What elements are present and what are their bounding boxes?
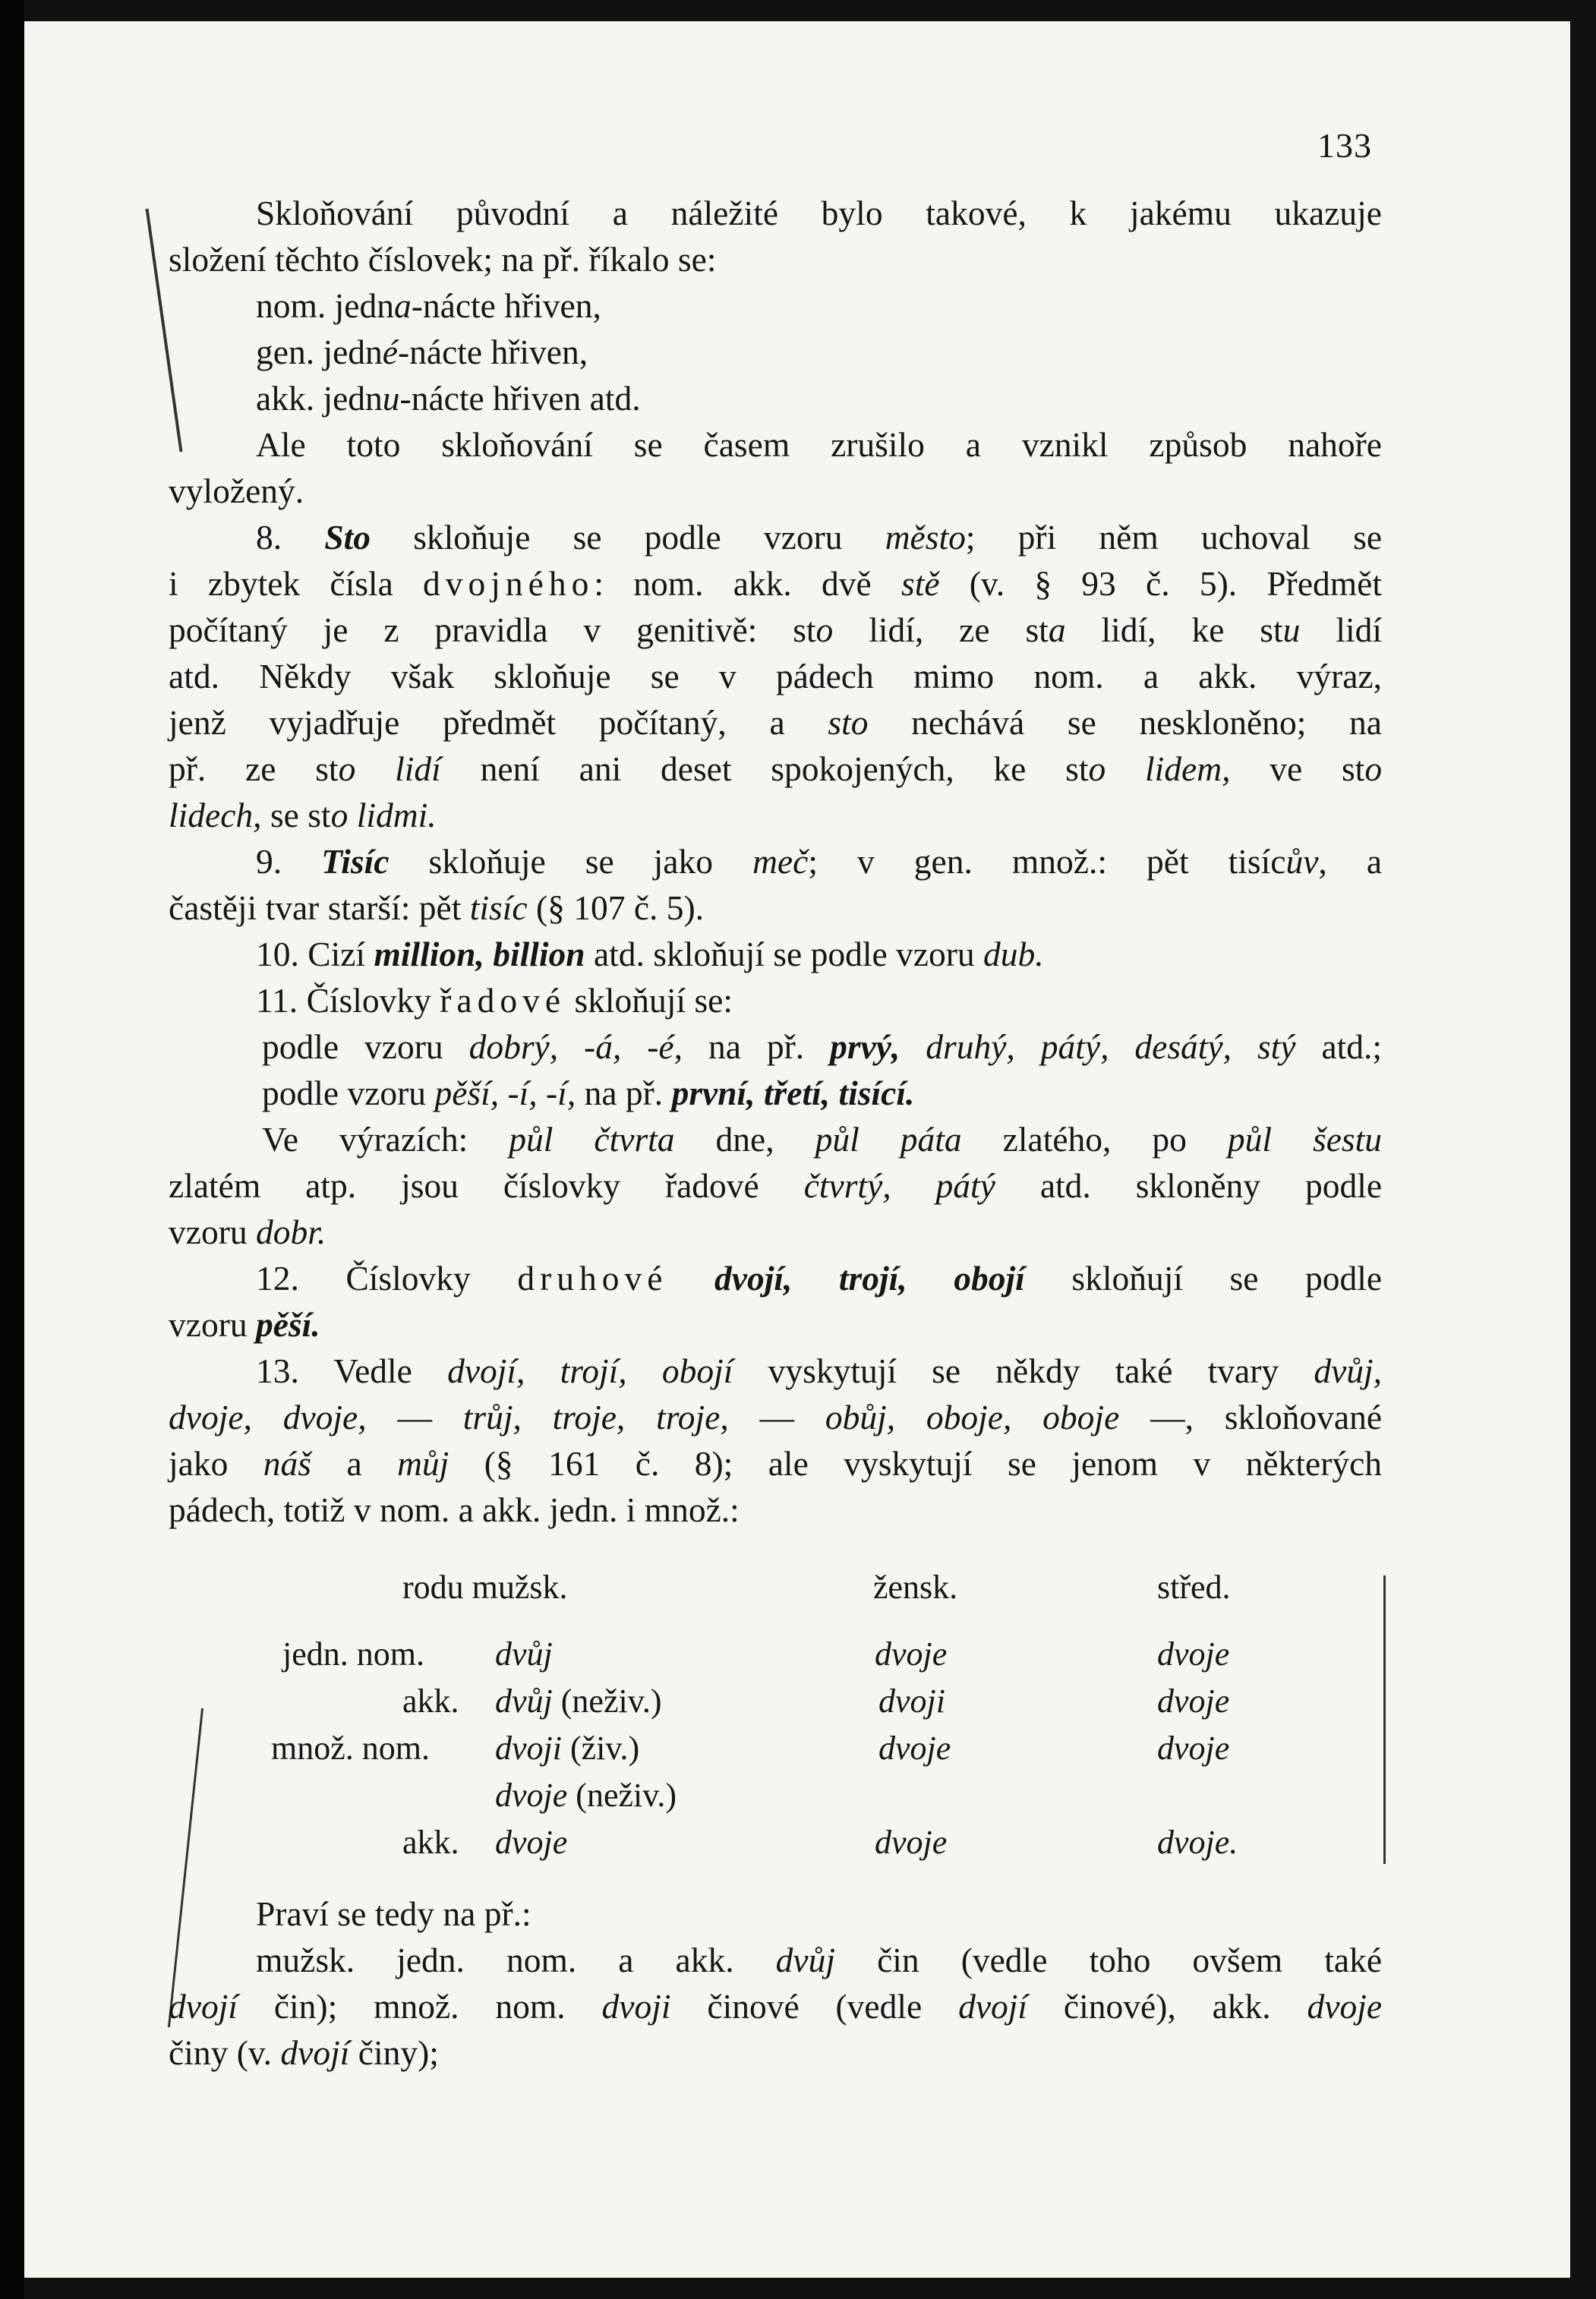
table-cell-m: dvůj xyxy=(495,1635,553,1673)
section-12-line: 12. Číslovky druhové dvojí, trojí, obojí skloňují se podle xyxy=(256,1259,1383,1298)
section-8-line: atd. Někdy však skloňuje se v pádech mimo nom. a akk. výraz, xyxy=(169,657,1382,695)
table-header: střed. xyxy=(1157,1569,1231,1606)
section-11-line: podle vzoru dobrý, -á, -é, na př. prvý, druhý, pátý, desátý, stý atd.; xyxy=(262,1027,1383,1066)
table-row-label: množ. nom. xyxy=(271,1730,430,1767)
section-8-line: jenž vyjadřuje předmět počítaný, a sto nechává se neskloněno; na xyxy=(169,703,1382,742)
section-13-line: jako náš a můj (§ 161 č. 8); ale vyskytují se jenom v některých xyxy=(169,1444,1383,1483)
table-cell-n: dvoje xyxy=(1157,1635,1230,1673)
table-cell-n: dvoje xyxy=(1157,1682,1230,1720)
table-cell-m: dvoji (živ.) xyxy=(495,1730,640,1767)
scan-dark-edge xyxy=(0,0,24,2299)
table-cell-n: dvoje xyxy=(1157,1730,1230,1767)
section-8-line: 8. Sto skloňuje se podle vzoru město; při něm uchoval se xyxy=(256,518,1383,557)
section-8-line: počítaný je z pravidla v genitivě: sto lidí, ze sta lidí, ke stu lidí xyxy=(169,610,1382,649)
section-11-line: podle vzoru pěší, -í, -í, na př. první, třetí, tisící. xyxy=(262,1074,915,1112)
table-cell-f: dvoje xyxy=(875,1824,948,1861)
page-number: 133 xyxy=(1317,126,1372,165)
table-cell-m: dvoje (neživ.) xyxy=(495,1777,677,1814)
example-line: dvojí čin); množ. nom. dvoji činové (vedle dvojí činové), akk. dvoje xyxy=(169,1987,1383,2026)
section-10-line: 10. Cizí million, billion atd. skloňují se podle vzoru dub. xyxy=(256,935,1044,973)
section-13-line: pádech, totiž v nom. a akk. jedn. i množ.: xyxy=(169,1490,740,1529)
paragraph-line: vyložený. xyxy=(169,471,304,510)
section-11-line: vzoru dobr. xyxy=(169,1213,326,1251)
example-nom: nom. jedna-nácte hřiven, xyxy=(256,286,601,325)
paragraph-line: Skloňování původní a náležité bylo takové, k jakému ukazuje xyxy=(256,194,1382,232)
table-row-label: akk. xyxy=(402,1682,459,1720)
table-cell-f: dvoje xyxy=(875,1635,948,1673)
section-9-line: 9. Tisíc skloňuje se jako meč; v gen. množ.: pět tisícův, a xyxy=(256,842,1383,881)
section-8-line: i zbytek čísla dvojného: nom. akk. dvě stě (v. § 93 č. 5). Předmět xyxy=(169,564,1382,603)
table-cell-m: dvůj (neživ.) xyxy=(495,1682,662,1720)
margin-line-mark xyxy=(1383,1575,1386,1864)
table-header: žensk. xyxy=(873,1569,958,1606)
paragraph-line: složení těchto číslovek; na př. říkalo se: xyxy=(169,240,717,279)
example-line: Praví se tedy na př.: xyxy=(256,1894,531,1933)
section-12-line: vzoru pěší. xyxy=(169,1305,320,1344)
section-13-line: dvoje, dvoje, — trůj, troje, troje, — obůj, oboje, oboje —, skloňované xyxy=(169,1398,1383,1436)
table-cell-n: dvoje. xyxy=(1157,1824,1238,1861)
section-11-line: Ve výrazích: půl čtvrta dne, půl páta zlatého, po půl šestu xyxy=(262,1120,1383,1159)
example-gen: gen. jedné-nácte hřiven, xyxy=(256,333,588,371)
example-line: mužsk. jedn. nom. a akk. dvůj čin (vedle toho ovšem také xyxy=(256,1941,1383,1979)
main-text xyxy=(169,190,1383,2072)
section-11-line: zlatém atp. jsou číslovky řadové čtvrtý, pátý atd. skloněny podle xyxy=(169,1166,1383,1205)
example-paragraph xyxy=(169,1891,1382,2076)
section-13-line: 13. Vedle dvojí, trojí, obojí vyskytují se někdy také tvary dvůj, xyxy=(256,1351,1383,1390)
table-row-label: jedn. nom. xyxy=(282,1635,424,1673)
section-11-line: 11. Číslovky řadové skloňují se: xyxy=(256,981,733,1020)
paragraph-line: Ale toto skloňování se časem zrušilo a vznikl způsob nahoře xyxy=(256,425,1382,464)
section-8-line: př. ze sto lidí není ani deset spokojených, ke sto lidem, ve sto xyxy=(169,749,1383,788)
section-9-line: častěji tvar starší: pět tisíc (§ 107 č. 5). xyxy=(169,888,705,927)
table-cell-f: dvoji xyxy=(878,1682,945,1720)
table-header: rodu mužsk. xyxy=(402,1569,568,1606)
section-8-line: lidech, se sto lidmi. xyxy=(169,796,437,834)
table-cell-m: dvoje xyxy=(495,1824,568,1861)
declension-table xyxy=(169,1564,1382,1883)
table-cell-f: dvoje xyxy=(878,1730,951,1767)
example-akk: akk. jednu-nácte hřiven atd. xyxy=(256,379,641,418)
table-row-label: akk. xyxy=(402,1824,459,1861)
example-line: činy (v. dvojí činy); xyxy=(169,2033,439,2072)
